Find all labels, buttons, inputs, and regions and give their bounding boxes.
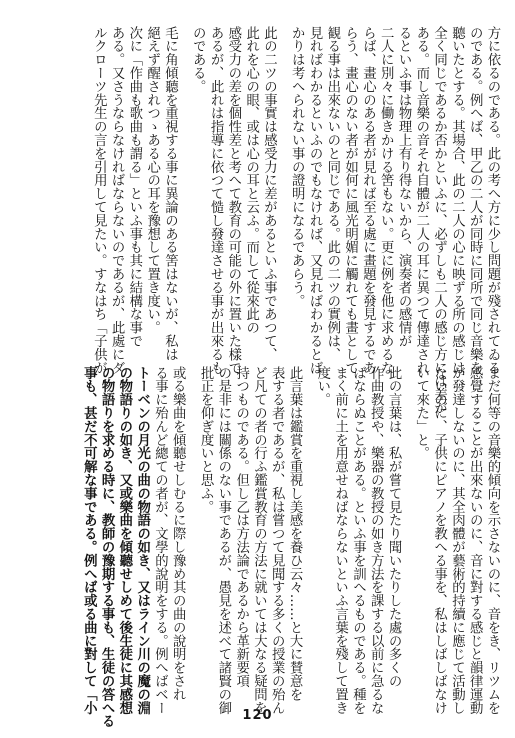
text-column: 次に「作曲も歌曲も謂る」といふ事も其に結構な事で — [126, 26, 142, 348]
paragraph-gap — [186, 366, 196, 666]
text-column: 絕えず醒されつゝある心の耳を豫想して置き度い。 — [144, 26, 160, 335]
text-column: らう、畫心のない者が如何に風光明媚に觸れても畫として — [342, 26, 358, 375]
text-column: 方に依るのである。此の考へ方に少し問題が殘されてゐる — [485, 26, 500, 375]
text-column: 作曲教授や、樂器の教授の如き方法を課する以前に急るな — [368, 366, 384, 715]
text-column: の物語りの如き、又或樂曲を傾聽せしめて後生徒に其感想 — [116, 366, 133, 715]
text-column: まく前に土を用意せねばならないといふ言葉を殘して置き — [332, 366, 348, 715]
text-column: のである。例へば、甲乙の二人が同時に同所で同じ音樂を — [467, 26, 483, 375]
text-column: かりは考へられない事の證明になるであらう。 — [289, 26, 305, 308]
text-column: 此の二ツの事實は感受力に差があるといふ事であつて、 — [261, 26, 277, 361]
paragraph-gap — [178, 26, 188, 324]
text-column: 二人に別々に働きかける筈もない。更に例を他に求めるな — [378, 26, 394, 375]
text-column: 或る樂曲を傾聽せしむるに際し豫め其の曲の說明をされ — [170, 366, 186, 701]
text-column: るといふ事は物理上有り得ないから、演奏者の感情が — [396, 26, 412, 348]
text-column: まだ何等の音樂的傾向を示さないのに、音をき、リツムを — [485, 366, 500, 715]
text-column: 観る事は出來ないのと同じである。此の二ツの實例は、 — [324, 26, 340, 361]
text-column: あるが、此れは指導に依つて慥し發達させる事が出來るも — [208, 26, 224, 375]
text-column: 此言葉は鑑賞を重視し美感を養ひ云々……と大に賛意を — [287, 366, 303, 701]
text-column: ないのに、子供にピアノを教へる事を、私はしばしばなけ — [431, 366, 447, 715]
text-column: 持つものである。但し乙は方法論であるから革新要項 — [233, 366, 249, 688]
text-column: 度い。 — [314, 366, 330, 407]
text-column: 批正を仰ぎ度いと思ふ。 — [198, 366, 214, 514]
text-column: 全く同じであるか否かといふに、必ずしも二人の感じ方には差が — [431, 26, 447, 415]
text-column: らば、畫心のある者が見れば至る處に畫題を發見するであ — [360, 26, 376, 375]
text-column: 見ればわかるといふのでもなければ、又見ればわかるとば — [307, 26, 323, 375]
text-column: 表する者であるが、私は嘗つて見聞する多くの授業の殆ん — [269, 366, 285, 715]
text-column: ど凡ての者の行ふ鑑賞教育の方法に就いては大なる疑問を — [251, 366, 267, 715]
text-column: いて來た」と。 — [413, 366, 429, 460]
paragraph-gap — [303, 366, 313, 666]
text-column: の是非には關係のない事であるが、愚見を述べて諸賢の御 — [215, 366, 231, 715]
text-column: 毛に角傾聽を重視する事に異論のある筈はないが、私は — [162, 26, 178, 361]
text-column: る事に殆んど總ての者が、文學的說明をする。例へばベー — [152, 366, 168, 715]
page-number: 120 — [242, 708, 273, 723]
text-column: トーベンの月光の曲の物語の如き、又はライン川の魔の淵 — [134, 366, 151, 715]
text-column: 此の言葉は、私が嘗て見たり聞いたりした處の多くの — [386, 366, 402, 688]
paragraph-gap — [402, 366, 412, 666]
text-column: 感受力の差を個性差と考へて教育の可能の外に置いた樣で — [225, 26, 241, 375]
text-column: 此れを心の眼、或は心の耳と云ふ。而して從來此の — [243, 26, 259, 335]
text-column: ばならぬことがある。といふ事を訓へるものである。種を — [350, 366, 366, 715]
paragraph-gap — [277, 26, 287, 324]
text-column: ある。又さうならなければならないのであるが、此處にダ — [109, 26, 125, 375]
text-column: のである。 — [190, 26, 206, 93]
text-column: の物語りを求める時に、教師の豫期する事も、生徒の答へる — [99, 366, 116, 728]
text-column: ルクローツ先生の言を引用して見たい。すなはち「子供が — [91, 26, 107, 375]
text-column: 聽いたとする。其場合、此の二人の心に映ずる所の感じは — [449, 26, 465, 375]
text-column: 事も、甚だ不可解な事である。例へば或る曲に對して「小 — [81, 366, 98, 715]
text-column: 感覺することが出來ないのに、音に對する感じと韻律運動 — [467, 366, 483, 715]
text-column: ある。而し音樂の音それ自體が二人の耳に異つて傳達され — [413, 26, 429, 375]
text-column: が發達しないのに、其全肉體が藝術的持續に應じて活動し — [449, 366, 465, 715]
